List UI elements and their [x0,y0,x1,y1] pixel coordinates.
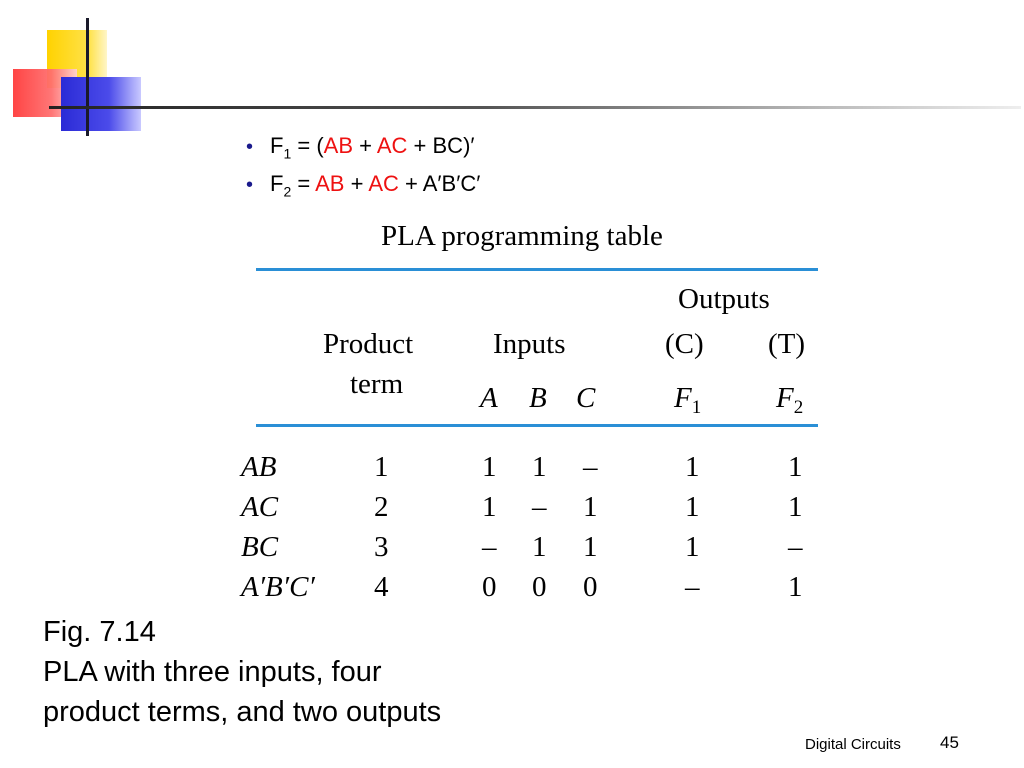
decor-horizontal-line [49,106,1021,109]
decor-vertical-line [86,18,89,136]
equation-subscript: 1 [283,145,292,162]
equation-list [246,128,480,204]
row-output-f1: 1 [685,531,700,563]
bullet-icon: • [246,174,254,196]
equation-item-f1 [246,128,480,166]
equation-text: + A′B′C′ [398,171,481,196]
row-input-a: – [482,531,497,563]
equation-term-highlight: AC [376,133,408,158]
row-number: 1 [374,451,389,483]
row-output-f1: – [685,571,700,603]
header-col-f1-letter: F [674,382,692,414]
equation-term-highlight: AB [323,133,354,158]
caption-figure-number: Fig. 7.14 [43,616,156,648]
equation-term-highlight: AC [368,171,399,196]
header-output-t: (T) [768,328,806,360]
row-output-f1: 1 [685,491,700,523]
equation-text: F [270,133,284,158]
row-output-f2: 1 [788,571,803,603]
header-col-b: B [529,382,547,414]
header-col-f2-subscript: 2 [793,397,804,418]
header-col-a: A [480,382,498,414]
row-input-a: 1 [482,491,497,523]
row-input-a: 0 [482,571,497,603]
row-input-a: 1 [482,451,497,483]
equation-text: = ( [291,133,324,158]
row-term: A′B′C′ [241,571,315,603]
equation-text: = [291,171,316,196]
page-number: 45 [940,733,959,752]
row-term: AC [241,491,279,523]
row-input-c: – [583,451,598,483]
equation-text: + BC)′ [407,133,475,158]
caption-line: PLA with three inputs, four [43,656,382,688]
header-inputs: Inputs [493,328,566,360]
header-col-f2-letter: F [776,382,794,414]
caption-line: product terms, and two outputs [43,696,442,728]
header-product: Product [323,328,414,360]
row-input-b: 0 [532,571,547,603]
figure-caption [43,612,441,732]
header-col-c: C [576,382,596,414]
footer-course-title: Digital Circuits [805,736,901,753]
row-input-c: 0 [583,571,598,603]
table-title: PLA programming table [381,220,663,252]
equation-term-highlight: AB [315,171,345,196]
header-output-c: (C) [665,328,704,360]
row-input-b: 1 [532,531,547,563]
row-number: 4 [374,571,389,603]
table-top-rule [256,268,818,271]
decor-blue-square [61,77,141,131]
row-input-b: 1 [532,451,547,483]
row-number: 3 [374,531,389,563]
header-col-f2 [776,384,803,417]
row-term: AB [241,451,277,483]
equation-text: F [270,171,284,196]
row-output-f2: 1 [788,491,803,523]
bullet-icon: • [246,136,254,158]
row-output-f1: 1 [685,451,700,483]
row-term: BC [241,531,279,563]
equation-text: + [353,133,377,158]
row-input-c: 1 [583,531,598,563]
row-output-f2: 1 [788,451,803,483]
row-number: 2 [374,491,389,523]
equation-text: + [344,171,369,196]
equation-subscript: 2 [283,183,292,200]
row-output-f2: – [788,531,803,563]
header-term: term [350,368,404,400]
equation-item-f2 [246,166,480,204]
table-header-rule [256,424,818,427]
row-input-c: 1 [583,491,598,523]
header-col-f1 [674,384,701,417]
header-col-f1-subscript: 1 [691,397,702,418]
header-outputs: Outputs [678,283,770,315]
row-input-b: – [532,491,547,523]
